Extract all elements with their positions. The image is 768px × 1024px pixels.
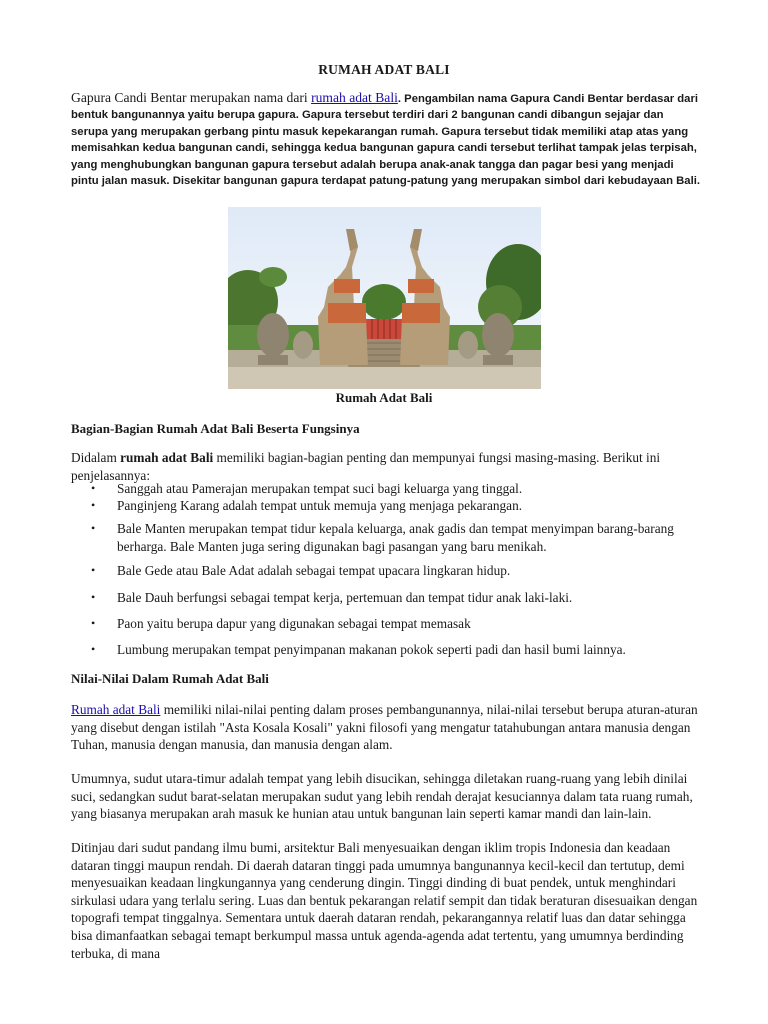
list-item: • Bale Gede atau Bale Adat adalah sebagai tempat upacara lingkaran hidup. <box>71 562 711 580</box>
section2-paragraph-2: Umumnya, sudut utara-timur adalah tempat yang lebih disucikan, sehingga diletakan ruang-ruang yang lebih dinilai suci, sedangkan sudut barat-selatan merupakan sudut yang lebih rendah derajat kesuciannya dalam tata ruang rumah, yang biasanya merupakan arah masuk ke hunian atau untuk bangunan lain seperti kamar mandi dan lain-lain. <box>71 771 693 822</box>
section2-paragraph-1 <box>71 701 701 754</box>
document-title: RUMAH ADAT BALI <box>318 62 450 77</box>
list-item: • Bale Dauh berfungsi sebagai tempat kerja, pertemuan dan tempat tidur anak laki-laki. <box>71 589 711 607</box>
rumah-adat-bali-link-2[interactable]: Rumah adat Bali <box>71 702 161 717</box>
section1-intro <box>71 449 701 484</box>
intro-bold-text: . Pengambilan nama Gapura Candi Bentar berdasar dari bentuk bangunannya yaitu berupa gapura. Gapura tersebut terdiri dari 2 bangunan candi dibangun sejajar dan serupa yang merupakan gerbang pintu masuk kepekarangan rumah. Gapura tersebut tidak memiliki atap atas yang memisahkan kedua bangunan candi, sehingga kedua bangunan gapura candi tersebut terlihat tampak jelas terpisah, yang menghubungkan bangunan gapura tersebut adalah berupa anak-anak tangga dan pagar besi yang menjadi pintu jalan masuk. Disekitar bangunan gapura terdapat patung-patung yang merupakan simbol dari kebudayaan Bali. <box>71 93 700 188</box>
rumah-adat-bali-link[interactable]: rumah adat Bali <box>311 90 398 105</box>
intro-lead-text: Gapura Candi Bentar merupakan nama dari <box>71 90 312 105</box>
gapura-candi-bentar-photo <box>228 207 541 389</box>
section1-intro-bold: rumah adat Bali <box>120 450 214 465</box>
section2-p1-text: memiliki nilai-nilai penting dalam proses pembangunannya, nilai-nilai tersebut berupa aturan-aturan yang disebut dengan istilah "Asta Kosala Kosali" yakni filosofi yang mengatur tatahubungan antara manusia dengan Tuhan, manusia dengan manusia, dan manusia dengan alam. <box>71 702 698 753</box>
section2-paragraph-3: Ditinjau dari sudut pandang ilmu bumi, arsitektur Bali menyesuaikan dengan iklim tropis Indonesia dan keadaan dataran tinggi maupun rendah. Di daerah dataran tinggi pada umumnya bangunannya kecil-kecil dan tertutup, demi menyesuaikan keadaan lingkungannya yang cenderung dingin. Tinggi dinding di buat pendek, untuk menghindari sirkulasi udara yang terlalu sering. Luas dan bentuk pekarangan relatif sempit dan tidak beraturan disesuaikan dengan topografi tempat tinggalnya. Sementara untuk daerah dataran rendah, pekarangannya relatif luas dan datar sehingga bisa dimanfaatkan sebagai temapt berkumpul massa untuk agenda-agenda adat tertentu, yang umumnya berdinding terbuka, di mana <box>71 840 698 961</box>
list-item: • Paon yaitu berupa dapur yang digunakan sebagai tempat memasak <box>71 615 711 633</box>
list-item: • Sanggah atau Pamerajan merupakan tempat suci bagi keluarga yang tinggal. <box>71 480 711 498</box>
section1-intro-post: memiliki bagian-bagian penting dan mempunyai fungsi masing-masing. Berikut ini penjelasannya: <box>71 450 661 483</box>
list-item: • Bale Manten merupakan tempat tidur kepala keluarga, anak gadis dan tempat menyimpan barang-barang berharga. Bale Manten juga sering digunakan bagi pasangan yang baru menikah. <box>71 520 711 555</box>
intro-paragraph <box>71 90 701 189</box>
section-heading-nilai: Nilai-Nilai Dalam Rumah Adat Bali <box>71 671 269 686</box>
list-item: • Panginjeng Karang adalah tempat untuk memuja yang menjaga pekarangan. <box>71 497 711 515</box>
list-item: • Lumbung merupakan tempat penyimpanan makanan pokok seperti padi dan hasil bumi lainnya. <box>71 641 711 659</box>
section-heading-bagian: Bagian-Bagian Rumah Adat Bali Beserta Fungsinya <box>71 421 360 436</box>
image-caption: Rumah Adat Bali <box>335 390 433 405</box>
section1-intro-pre: Didalam <box>71 450 121 465</box>
